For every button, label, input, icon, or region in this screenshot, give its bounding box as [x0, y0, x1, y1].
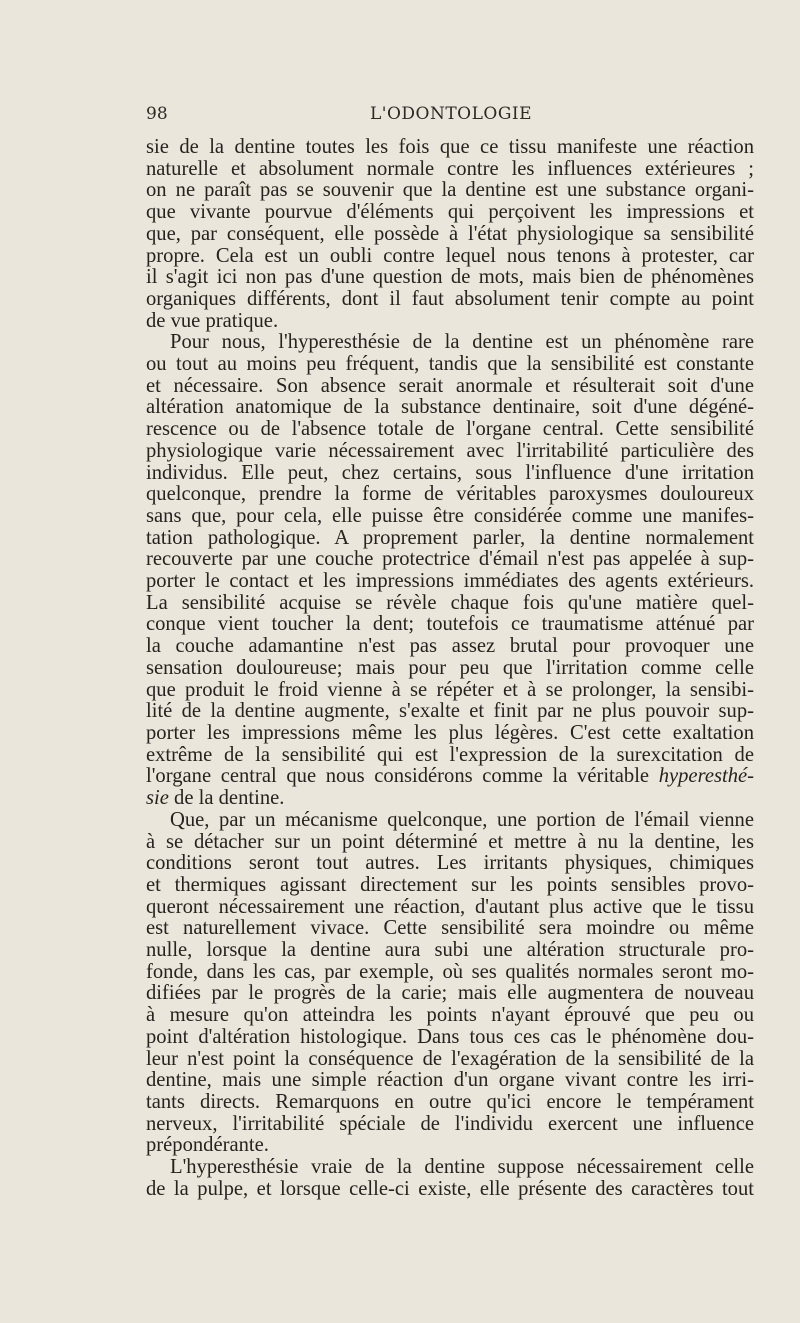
- text-line: porter les impressions même les plus légères. C'est cette exaltation: [146, 721, 754, 744]
- text-line: tation pathologique. A proprement parler, la dentine normalement: [146, 526, 754, 549]
- italic-term: hyperesthé-: [658, 765, 754, 788]
- text-line: conditions seront tout autres. Les irritants physiques, chimiques: [146, 852, 754, 875]
- text-line: rescence ou de l'absence totale de l'organe central. Cette sensibilité: [146, 418, 754, 441]
- text-line: queront nécessairement une réaction, d'autant plus active que le tissu: [146, 895, 754, 918]
- paragraph-1: [146, 137, 754, 332]
- text-line: Pour nous, l'hyperesthésie de la dentine est un phénomène rare: [170, 331, 754, 354]
- text-line: de la pulpe, et lorsque celle-ci existe, elle présente des caractères tout: [146, 1177, 754, 1200]
- text-line: sensation douloureuse; mais pour peu que l'irritation comme celle: [146, 656, 754, 679]
- text-line: que, par conséquent, elle possède à l'état physiologique sa sensibilité: [146, 222, 754, 245]
- text-line: extrême de la sensibilité qui est l'expression de la surexcitation de: [146, 743, 754, 766]
- text-line: et thermiques agissant directement sur les points sensibles provo-: [146, 873, 754, 896]
- text-segment: de la dentine.: [168, 787, 285, 810]
- text-line: que produit le froid vienne à se répéter et à se prolonger, la sensibi-: [146, 678, 754, 701]
- text-line: porter le contact et les impressions immédiates des agents extérieurs.: [146, 570, 754, 593]
- text-line: nerveux, l'irritabilité spéciale de l'individu exercent une influence: [146, 1112, 754, 1135]
- text-line: fonde, dans les cas, par exemple, où ses qualités normales seront mo-: [146, 960, 754, 983]
- paragraph-2: [146, 332, 754, 809]
- text-line: de vue pratique.: [146, 309, 279, 332]
- text-line: organiques différents, dont il faut absolument tenir compte au point: [146, 287, 754, 310]
- text-line: la couche adamantine n'est pas assez brutal pour provoquer une: [146, 635, 754, 658]
- paragraph-4: [146, 1157, 754, 1200]
- text-line: La sensibilité acquise se révèle chaque fois qu'une matière quel-: [146, 591, 754, 614]
- text-line: tants directs. Remarquons en outre qu'ici encore le tempérament: [146, 1090, 754, 1113]
- text-line: L'hyperesthésie vraie de la dentine suppose nécessairement celle: [170, 1156, 754, 1179]
- text-line: lité de la dentine augmente, s'exalte et finit par ne plus pouvoir sup-: [146, 700, 754, 723]
- body-text: [146, 137, 754, 1200]
- text-line: ou tout au moins peu fréquent, tandis que la sensibilité est constante: [146, 353, 754, 376]
- text-line: individus. Elle peut, chez certains, sous l'influence d'une irritation: [146, 461, 754, 484]
- text-line: sans que, pour cela, elle puisse être considérée comme une manifes-: [146, 504, 754, 527]
- text-line: est naturellement vivace. Cette sensibilité sera moindre ou même: [146, 917, 754, 940]
- text-line: que vivante pourvue d'éléments qui perçoivent les impressions et: [146, 201, 754, 224]
- text-line: sie de la dentine toutes les fois que ce tissu manifeste une réaction: [146, 136, 754, 158]
- page-number: 98: [146, 104, 168, 124]
- text-line: on ne paraît pas se souvenir que la dentine est une substance organi-: [146, 179, 754, 202]
- running-title: L'ODONTOLOGIE: [370, 104, 533, 124]
- text-line: difiées par le progrès de la carie; mais elle augmentera de nouveau: [146, 982, 754, 1005]
- text-line: conque vient toucher la dent; toutefois ce traumatisme atténué par: [146, 613, 754, 636]
- text-line: point d'altération histologique. Dans tous ces cas le phénomène dou-: [146, 1025, 754, 1048]
- text-line: physiologique varie nécessairement avec l'irritabilité particulière des: [146, 439, 754, 462]
- text-line: altération anatomique de la substance dentinaire, soit d'une dégéné-: [146, 396, 754, 419]
- page-header: [146, 104, 754, 128]
- text-line: prépondérante.: [146, 1134, 269, 1157]
- text-line: Que, par un mécanisme quelconque, une portion de l'émail vienne: [170, 808, 754, 831]
- text-line-with-italic: [146, 788, 754, 810]
- text-segment: l'organe central que nous considérons comme la véritable: [146, 765, 659, 788]
- text-line: recouverte par une couche protectrice d'émail n'est pas appelée à sup-: [146, 548, 754, 571]
- italic-term: sie: [146, 787, 169, 810]
- text-line: à se détacher sur un point déterminé et mettre à nu la dentine, les: [146, 830, 754, 853]
- text-line: nulle, lorsque la dentine aura subi une altération structurale pro-: [146, 939, 754, 962]
- text-line: leur n'est point la conséquence de l'exagération de la sensibilité de la: [146, 1047, 754, 1070]
- text-line: naturelle et absolument normale contre les influences extérieures ;: [146, 157, 754, 180]
- text-line-with-italic: [146, 766, 754, 788]
- text-line: propre. Cela est un oubli contre lequel nous tenons à protester, car: [146, 244, 754, 267]
- text-line: à mesure qu'on atteindra les points n'ayant éprouvé que peu ou: [146, 1004, 754, 1027]
- text-line: il s'agit ici non pas d'une question de mots, mais bien de phénomènes: [146, 266, 754, 289]
- text-line: quelconque, prendre la forme de véritables paroxysmes douloureux: [146, 483, 754, 506]
- text-line: et nécessaire. Son absence serait anormale et résulterait soit d'une: [146, 374, 754, 397]
- text-line: dentine, mais une simple réaction d'un organe vivant contre les irri-: [146, 1069, 754, 1092]
- paragraph-3: [146, 810, 754, 1157]
